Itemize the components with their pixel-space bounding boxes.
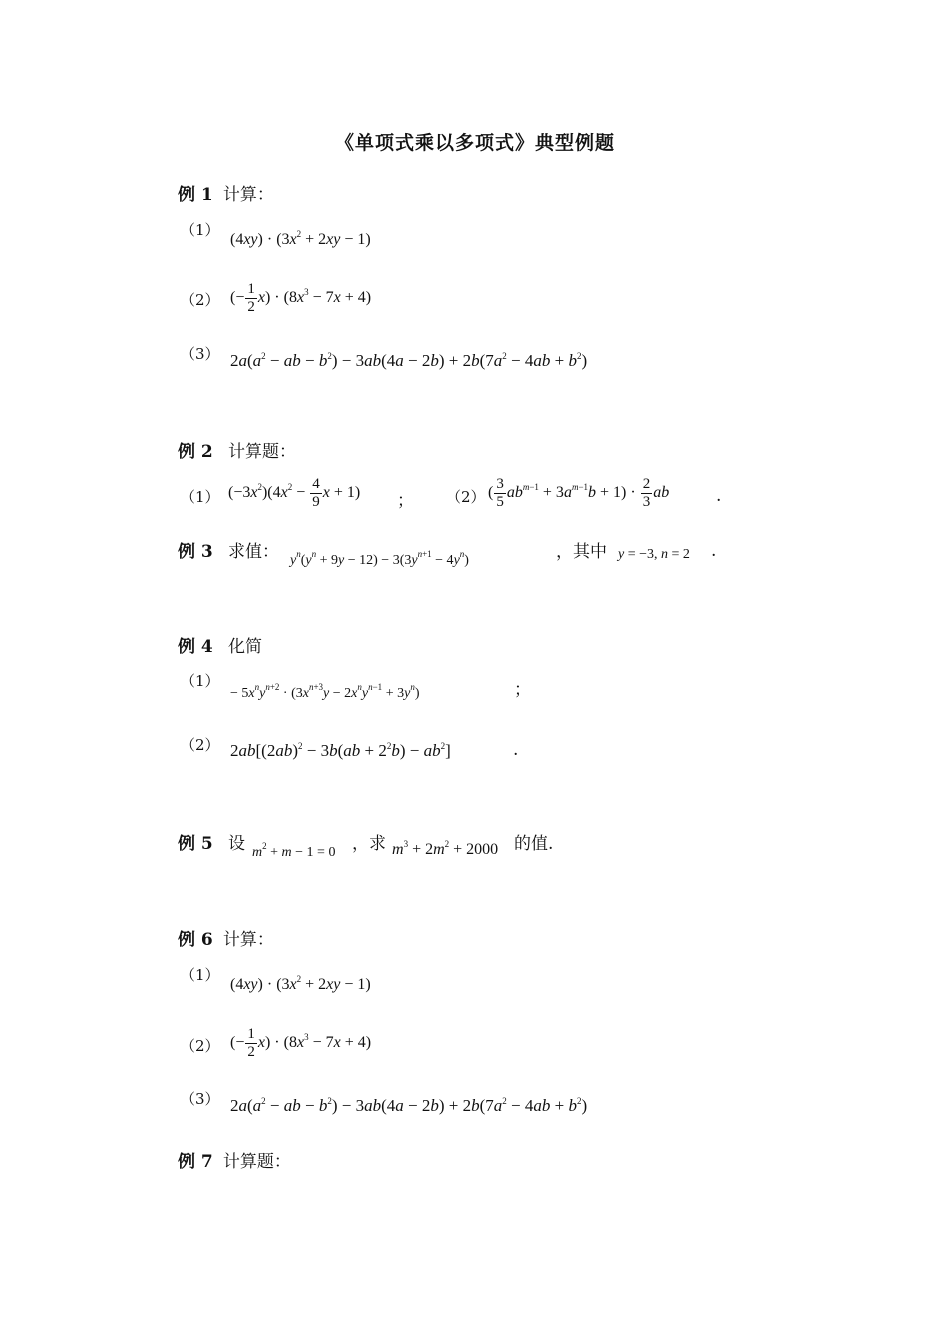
example-2-label: 例 2: [178, 442, 213, 462]
ex4-item1-expression: − $5x^ny^{n+2} \cdot (3x^{n+3}y - 2x^ny^{n-1} + 3y^n)$: [230, 682, 420, 701]
ex2-part2-expression: ( $\frac{3}{5}$ $ab^{m-1} + 3a^{m-1}b + 1$) · $\frac{2}{3}$ ab: [488, 476, 670, 510]
ex1-item2-number: （2）: [180, 291, 220, 309]
example-6-label: 例 6: [178, 930, 213, 950]
ex5-text2: ，求: [352, 834, 386, 854]
ex6-item2-number: （2）: [180, 1037, 220, 1055]
example-2-text: 计算题：: [228, 442, 297, 462]
example-3-heading: [178, 537, 279, 562]
ex3-where-text: ，其中: [556, 542, 607, 562]
example-6-text: 计算：: [222, 930, 274, 950]
ex2-part1-number: （1）: [180, 488, 220, 506]
ex2-end-period: .: [716, 486, 722, 506]
ex1-item1-expression: $(4xy) \cdot (3x^2 + 2xy - 1)$: [230, 229, 371, 248]
ex3-end-period: .: [711, 541, 717, 561]
ex4-item1-end: ；: [514, 680, 531, 700]
page-title: 《单项式乘以多项式》典型例题: [334, 132, 615, 154]
example-1-heading: [178, 180, 274, 205]
ex5-condition: $m^2 + m - 1 = 0$: [252, 841, 336, 860]
ex4-item2-number: （2）: [180, 736, 220, 754]
example-3-label: 例 3: [178, 542, 213, 562]
example-1-label: 例 1: [178, 185, 213, 205]
ex2-part1-expression: $(-3x^2)(4x^2$ − $\frac{4}{9}$ x + 1): [228, 476, 361, 510]
example-7-heading: [178, 1147, 291, 1172]
ex6-item2-expression: (− $\frac{1}{2}$ $x) \cdot (8x^3 - 7x + 4)$: [230, 1026, 372, 1060]
example-4-heading: [178, 632, 262, 657]
example-7-label: 例 7: [178, 1152, 213, 1172]
example-4-label: 例 4: [178, 637, 213, 657]
example-5-label: 例 5: [178, 834, 213, 854]
ex1-item1-number: （1）: [180, 221, 220, 239]
example-7-text: 计算题：: [222, 1152, 291, 1172]
ex3-condition: y = −3, n = 2: [618, 547, 690, 562]
ex5-expression: $m^3 + 2m^2 + 2000$: [392, 839, 499, 858]
example-6-heading: [178, 925, 274, 950]
example-4-text: 化简: [228, 637, 263, 657]
example-3-text: 求值：: [228, 542, 280, 562]
ex3-expression: $y^n(y^n + 9y - 12) - 3(3y^{n+1} - 4y^n)$: [290, 549, 469, 568]
ex2-separator: ；: [397, 491, 414, 511]
ex4-item2-expression: $2ab[(2ab)^2 - 3b(ab + 2^2b) - ab^2]$: [230, 741, 451, 760]
ex1-item3-expression: $2a(a^2$ − ab − $b^2) - 3ab(4a - 2b) + 2b(7a^2 - 4ab + b^2)$: [230, 351, 588, 370]
example-1-text: 计算：: [222, 185, 274, 205]
ex1-item3-number: （3）: [180, 345, 220, 363]
ex4-item2-end: .: [513, 740, 519, 760]
example-5-text1: 设: [228, 834, 246, 854]
ex4-item1-number: （1）: [180, 672, 220, 690]
ex6-item3-number: （3）: [180, 1090, 220, 1108]
ex6-item1-expression: $(4xy) \cdot (3x^2 + 2xy - 1)$: [230, 974, 371, 993]
ex5-text3: 的值.: [514, 834, 554, 854]
ex1-item2-expression: (− $\frac{1}{2}$ $x) \cdot (8x^3 - 7x + 4)$: [230, 281, 372, 315]
example-2-heading: [178, 437, 296, 462]
ex6-item3-expression: $2a(a^2$ − ab − $b^2) - 3ab(4a - 2b) + 2b(7a^2 - 4ab + b^2)$: [230, 1096, 588, 1115]
example-5-heading: [178, 829, 245, 854]
ex6-item1-number: （1）: [180, 966, 220, 984]
ex2-part2-number: （2）: [446, 488, 486, 506]
